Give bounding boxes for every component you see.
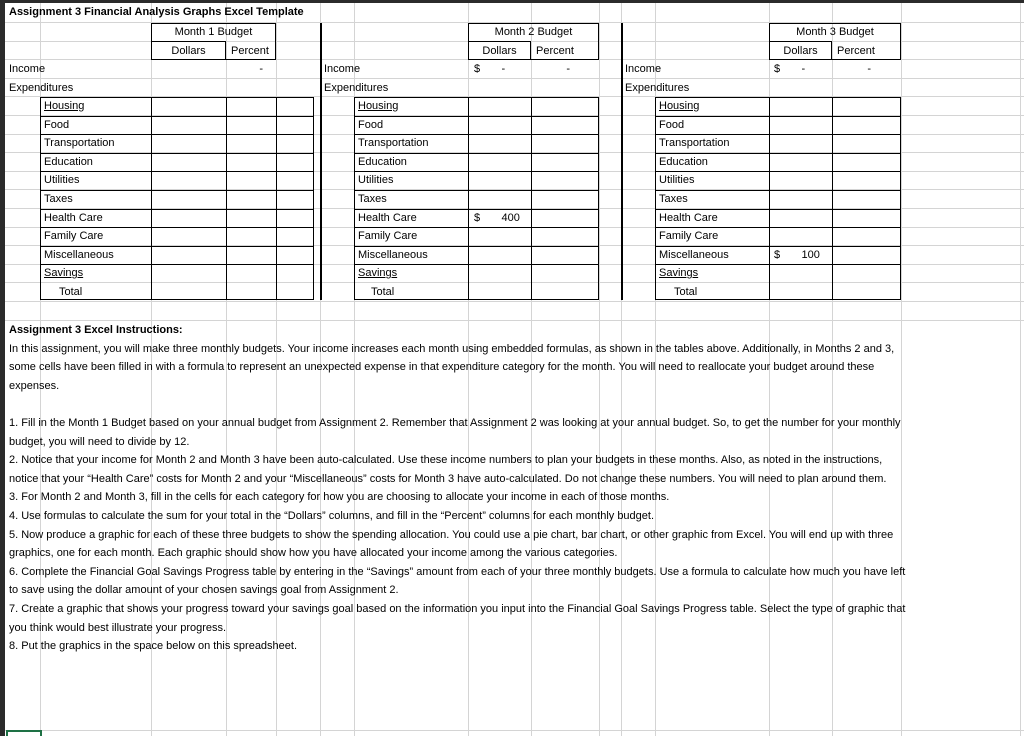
category-label-savings[interactable]: Savings [659,267,699,279]
month2-title[interactable]: Month 2 Budget [494,26,573,38]
category-label-transportation[interactable]: Transportation [358,137,429,149]
instruction-step: 1. Fill in the Month 1 Budget based on your annual budget from Assignment 2. Remember that Assignment 2 was looking at your annual budget. So, to get the number for your monthly budget, you will need to divide by 12. [9,416,901,448]
instructions-heading: Assignment 3 Excel Instructions: [9,324,183,336]
category-label-health-care[interactable]: Health Care [659,212,718,224]
instruction-step: 7. Create a graphic that shows your progress toward your savings goal based on the information you input into the Financial Goal Savings Progress table. Select the type of graphic that you think would best illustrate your progress. [9,602,906,634]
month1-dollars-header[interactable]: Dollars [171,45,206,57]
category-label-utilities[interactable]: Utilities [659,174,695,186]
instructions[interactable] [9,321,909,656]
category-label-food[interactable]: Food [659,119,685,131]
month3-title[interactable]: Month 3 Budget [796,26,874,38]
category-label-miscellaneous[interactable]: Miscellaneous [358,249,428,261]
category-label-food[interactable]: Food [358,119,384,131]
month2-dollars-header[interactable]: Dollars [482,45,517,57]
instruction-step: 3. For Month 2 and Month 3, fill in the cells for each category for how you are choosing to allocate your income in each of those months. [9,491,670,504]
category-label-education[interactable]: Education [659,156,708,168]
month3-income-dollars[interactable]: $ - [774,63,806,75]
table-column-border [769,97,770,300]
table-column-border [468,97,469,300]
month3-miscellaneous-amount[interactable]: $ 100 [774,249,820,261]
grid-column-line [1020,0,1021,736]
instruction-step: 2. Notice that your income for Month 2 and Month 3 have been auto-calculated. Use these income numbers to plan your budgets in these months. Also, as noted in the instructions, notice that your “Health Care” costs for Month 2 and your “Miscellaneous” costs for Month 3 have auto-calculated. Do not change these numbers. You will need to plan around them. [9,454,887,485]
month2-percent-header[interactable]: Percent [536,45,574,57]
category-label-family-care[interactable]: Family Care [44,230,104,242]
month1-income-percent[interactable]: - [259,63,263,75]
instruction-step: 6. Complete the Financial Goal Savings Progress table by entering in the “Savings” amount from each of your three monthly budgets. Use a formula to calculate how much you have left to save using the dollar amount of your chosen savings goal from Assignment 2. [9,565,906,597]
month1-income-label[interactable]: Income [9,63,46,75]
sheet-edge [0,0,5,736]
category-label-family-care[interactable]: Family Care [659,230,719,242]
month3-total-label[interactable]: Total [674,286,698,298]
instruction-step: 5. Now produce a graphic for each of these three budgets to show the spending allocation. You could use a pie chart, bar chart, or other graphic from Excel. You will end up with three graphics, one for each month. Each graphic should show how you have allocated your income among the various categories. [9,528,894,560]
category-label-savings[interactable]: Savings [358,267,398,279]
category-label-taxes[interactable]: Taxes [44,193,73,205]
month2-expenditures-label[interactable]: Expenditures [324,82,389,94]
month3-left-border [621,23,623,300]
month3-percent-header[interactable]: Percent [837,45,875,57]
category-label-miscellaneous[interactable]: Miscellaneous [44,249,114,261]
month1-total-label[interactable]: Total [59,286,83,298]
instruction-step: 8. Put the graphics in the space below on this spreadsheet. [9,640,298,653]
month2-income-dollars[interactable]: $ - [474,63,506,75]
month1-percent-header[interactable]: Percent [231,45,269,57]
table-row-border [354,116,599,117]
category-label-taxes[interactable]: Taxes [358,193,387,205]
grid-row-line [0,730,1024,731]
table-column-border [276,97,277,300]
category-label-utilities[interactable]: Utilities [44,174,80,186]
month2-left-border [320,23,322,300]
category-label-family-care[interactable]: Family Care [358,230,418,242]
category-label-housing[interactable]: Housing [44,100,85,112]
category-label-education[interactable]: Education [358,156,407,168]
category-label-housing[interactable]: Housing [659,100,700,112]
category-label-transportation[interactable]: Transportation [659,137,730,149]
table-row-border [40,190,314,191]
category-label-utilities[interactable]: Utilities [358,174,394,186]
instructions-intro: In this assignment, you will make three monthly budgets. Your income increases each month using embedded formulas, as shown in the tables above. Additionally, in Months 2 and 3, some cells have been filled in with a formula to represent an unexpected expense in that expenditure category for the month. You will need to reallocate your budget around these expenses. [9,342,895,392]
table-row-border [655,190,901,191]
month3-dollars-header[interactable]: Dollars [783,45,818,57]
month2-total-label[interactable]: Total [371,286,395,298]
table-column-border [226,97,227,300]
category-label-education[interactable]: Education [44,156,93,168]
table-row-border [655,116,901,117]
month1-expenditures-label[interactable]: Expenditures [9,82,74,94]
category-label-health-care[interactable]: Health Care [358,212,417,224]
table-row-border [354,190,599,191]
table-column-border [832,97,833,300]
selected-cell-indicator[interactable] [6,730,42,736]
month2-income-label[interactable]: Income [324,63,361,75]
month1-title[interactable]: Month 1 Budget [174,26,253,38]
category-label-savings[interactable]: Savings [44,267,84,279]
category-label-health-care[interactable]: Health Care [44,212,103,224]
month2-health-care-amount[interactable]: $ 400 [474,212,520,224]
grid-row-line [0,78,1024,79]
table-row-border [40,116,314,117]
month3-income-label[interactable]: Income [625,63,662,75]
category-label-miscellaneous[interactable]: Miscellaneous [659,249,729,261]
category-label-food[interactable]: Food [44,119,70,131]
sheet-title[interactable]: Assignment 3 Financial Analysis Graphs Excel Template [9,6,304,18]
table-row-border [40,171,314,172]
category-label-housing[interactable]: Housing [358,100,399,112]
instruction-step: 4. Use formulas to calculate the sum for your total in the “Dollars” columns, and fill in the “Percent” columns for each monthly budget. [9,509,655,522]
category-label-taxes[interactable]: Taxes [659,193,688,205]
table-column-border [151,97,152,300]
table-column-border [531,97,532,300]
month3-expenditures-label[interactable]: Expenditures [625,82,690,94]
category-label-transportation[interactable]: Transportation [44,137,115,149]
month2-income-percent[interactable]: - [566,63,570,75]
grid-row-line [0,301,1024,302]
month3-income-percent[interactable]: - [867,63,871,75]
